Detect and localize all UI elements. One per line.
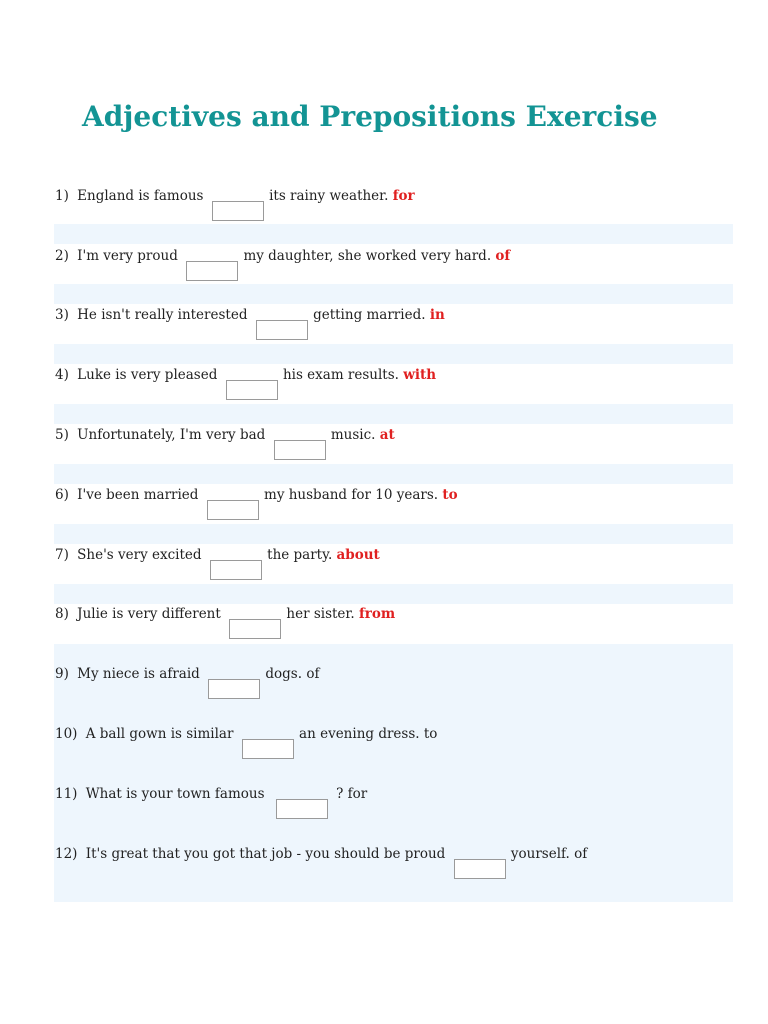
- question-text-after: ?: [336, 786, 344, 802]
- question-text-after: an evening dress.: [299, 726, 420, 742]
- blank-line: [276, 785, 328, 800]
- question-text-after: his exam results.: [282, 367, 399, 383]
- question-text-before: I've been married: [77, 487, 199, 503]
- question-text-after: my husband for 10 years.: [264, 487, 439, 503]
- row-band: [54, 404, 733, 424]
- row-band: [54, 584, 733, 604]
- question-text-after: getting married.: [313, 307, 426, 323]
- question-number: 4): [55, 367, 69, 383]
- blank-line: [454, 845, 506, 860]
- answer-text: of: [306, 666, 320, 682]
- blank-line: [208, 665, 260, 680]
- question-number: 3): [55, 307, 69, 323]
- answer-input[interactable]: [229, 619, 281, 639]
- row-band: [54, 284, 733, 304]
- answer-text: to: [423, 726, 438, 742]
- answer-input[interactable]: [210, 560, 262, 580]
- blank-line: [186, 247, 238, 262]
- question-text-after: yourself.: [510, 846, 570, 862]
- answer-input[interactable]: [212, 201, 264, 221]
- answer-input[interactable]: [186, 261, 238, 281]
- question-text-before: England is famous: [77, 188, 204, 204]
- answer-text: in: [429, 307, 445, 323]
- question-text-after: the party.: [267, 547, 333, 563]
- answer-text: at: [379, 427, 395, 443]
- question-text-after: my daughter, she worked very hard.: [243, 248, 492, 264]
- blank-line: [210, 546, 262, 561]
- answer-text: with: [403, 367, 437, 383]
- answer-input[interactable]: [256, 320, 308, 340]
- question-text-before: She's very excited: [77, 547, 202, 563]
- answer-text: for: [347, 786, 368, 802]
- blank-line: [229, 605, 281, 620]
- row-band: [54, 524, 733, 544]
- answer-text: of: [574, 846, 588, 862]
- blank-line: [274, 426, 326, 441]
- question-number: 10): [55, 726, 78, 742]
- question-number: 12): [55, 846, 78, 862]
- question-text-before: Luke is very pleased: [77, 367, 218, 383]
- answer-text: of: [495, 248, 511, 264]
- question-number: 8): [55, 606, 69, 622]
- answer-input[interactable]: [276, 799, 328, 819]
- question-number: 1): [55, 188, 69, 204]
- question-number: 7): [55, 547, 69, 563]
- answer-text: from: [358, 606, 396, 622]
- answer-text: about: [336, 547, 380, 563]
- page-title: Adjectives and Prepositions Exercise: [82, 100, 658, 133]
- blank-line: [212, 187, 264, 202]
- row-band: [54, 464, 733, 484]
- question-text-before: It's great that you got that job - you should be proud: [85, 846, 446, 862]
- question-text-after: music.: [330, 427, 376, 443]
- blank-line: [207, 486, 259, 501]
- question-text-before: Julie is very different: [77, 606, 221, 622]
- question-number: 5): [55, 427, 69, 443]
- answer-input[interactable]: [274, 440, 326, 460]
- question-text-after: dogs.: [265, 666, 303, 682]
- question-text-after: its rainy weather.: [269, 188, 389, 204]
- answer-input[interactable]: [226, 380, 278, 400]
- answer-text: for: [392, 188, 415, 204]
- blank-line: [226, 366, 278, 381]
- row-band: [54, 344, 733, 364]
- question-number: 11): [55, 786, 78, 802]
- row-band: [54, 224, 733, 244]
- question-number: 2): [55, 248, 69, 264]
- question-text-before: My niece is afraid: [77, 666, 200, 682]
- answer-input[interactable]: [207, 500, 259, 520]
- answer-input[interactable]: [242, 739, 294, 759]
- question-text-before: He isn't really interested: [77, 307, 248, 323]
- blank-line: [256, 306, 308, 321]
- question-text-before: I'm very proud: [77, 248, 178, 264]
- answer-input[interactable]: [208, 679, 260, 699]
- answer-input[interactable]: [454, 859, 506, 879]
- blank-line: [242, 725, 294, 740]
- answer-text: to: [442, 487, 458, 503]
- question-number: 6): [55, 487, 69, 503]
- question-text-before: A ball gown is similar: [85, 726, 234, 742]
- question-text-after: her sister.: [286, 606, 355, 622]
- question-text-before: What is your town famous: [85, 786, 265, 802]
- question-number: 9): [55, 666, 69, 682]
- question-text-before: Unfortunately, I'm very bad: [77, 427, 266, 443]
